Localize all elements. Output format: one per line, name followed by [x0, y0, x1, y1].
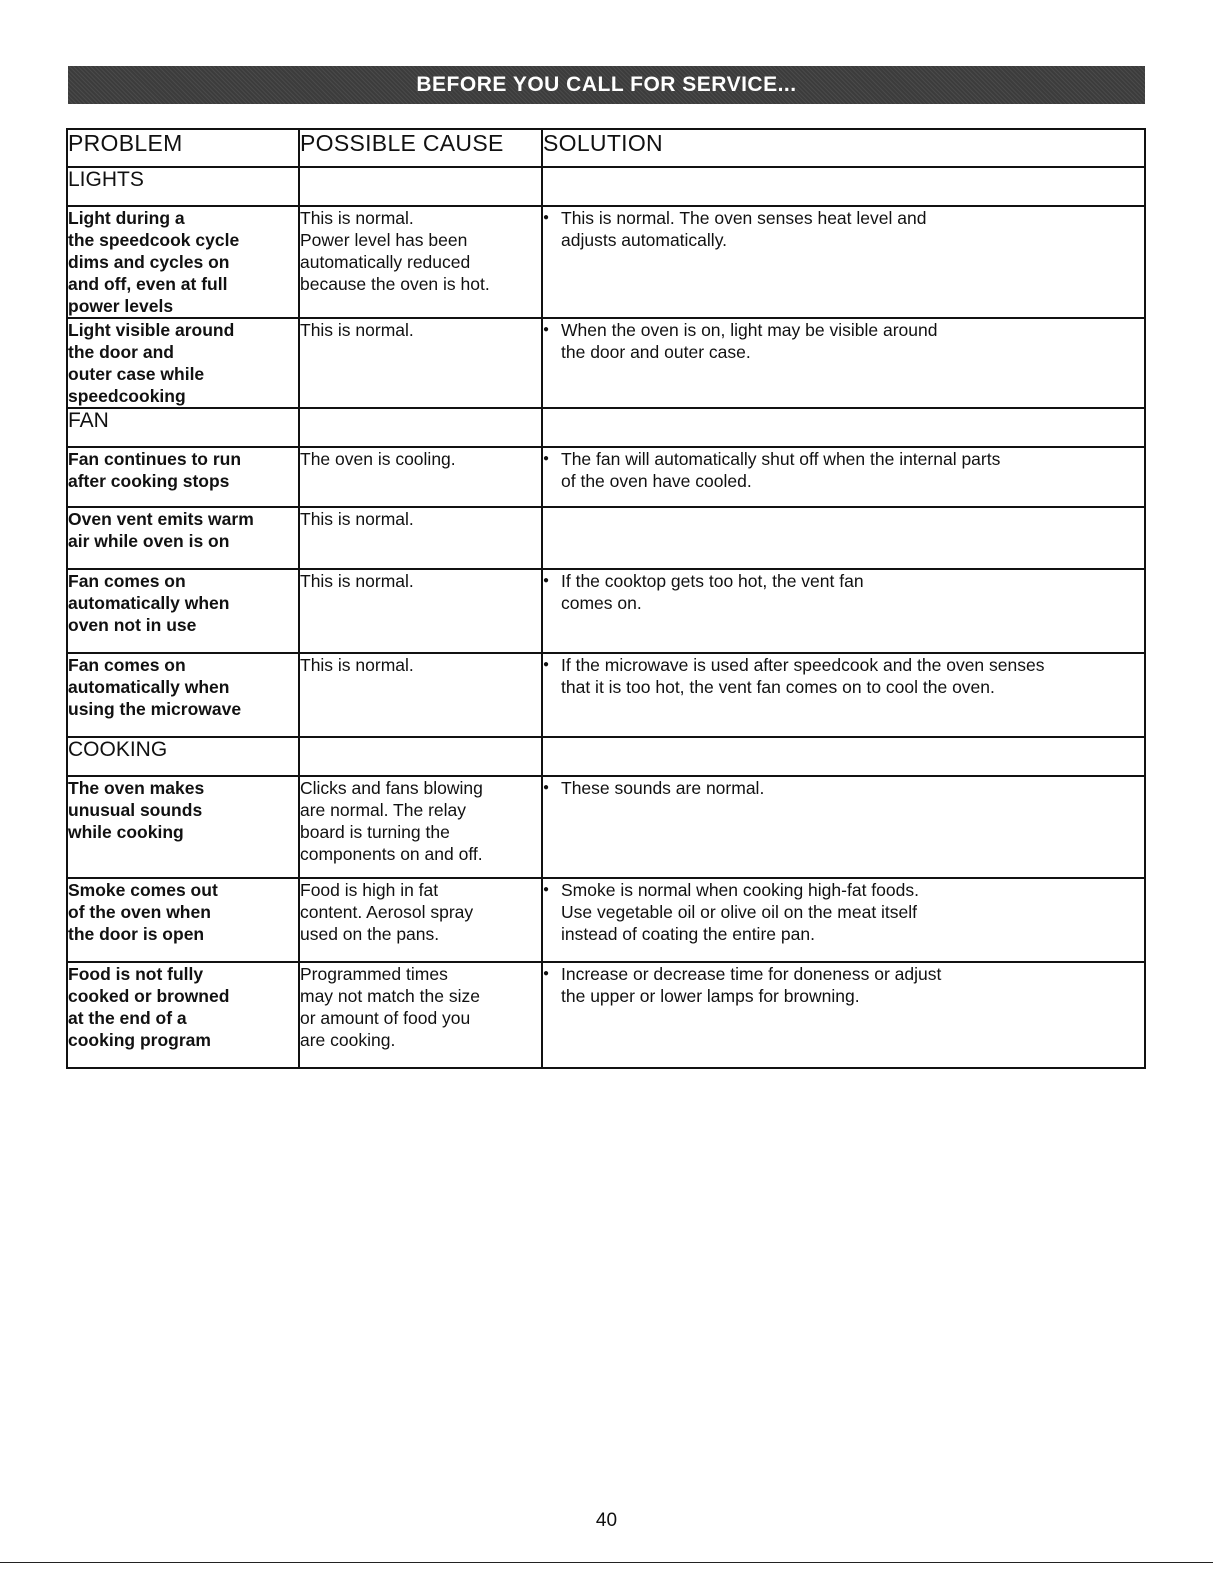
solution-text: These sounds are normal. — [561, 778, 765, 798]
problem-cell: Fan comes on automatically when using the microwave — [67, 653, 299, 737]
problem-cell: Oven vent emits warm air while oven is on — [67, 507, 299, 569]
table-row — [67, 318, 1145, 408]
section-heading: LIGHTS — [67, 167, 299, 206]
header-problem: PROBLEM — [67, 129, 299, 167]
section-heading: COOKING — [67, 737, 299, 776]
section-row — [67, 737, 1145, 776]
solution-cell — [542, 318, 1145, 408]
solution-text: The fan will automatically shut off when the internal parts of the oven have cooled. — [561, 449, 1001, 491]
solution-cell — [542, 447, 1145, 507]
empty-cell — [299, 408, 542, 447]
table-row — [67, 878, 1145, 962]
problem-cell: Light during a the speedcook cycle dims and cycles on and off, even at full power levels — [67, 206, 299, 318]
solution-text: Smoke is normal when cooking high-fat foods. Use vegetable oil or olive oil on the meat itself instead of coating the entire pan. — [561, 880, 919, 944]
table-row — [67, 507, 1145, 569]
solution-text: When the oven is on, light may be visible around the door and outer case. — [561, 320, 938, 362]
solution-cell — [542, 776, 1145, 878]
section-row — [67, 167, 1145, 206]
cause-cell: The oven is cooling. — [299, 447, 542, 507]
cause-cell: This is normal. Power level has been automatically reduced because the oven is hot. — [299, 206, 542, 318]
bullet-icon: ● — [543, 324, 550, 335]
solution-cell — [542, 507, 1145, 569]
solution-item — [543, 570, 1144, 614]
troubleshooting-table — [66, 128, 1146, 1069]
solution-cell — [542, 878, 1145, 962]
table-row — [67, 206, 1145, 318]
solution-cell — [542, 206, 1145, 318]
problem-cell: Fan comes on automatically when oven not in use — [67, 569, 299, 653]
problem-cell: Food is not fully cooked or browned at the end of a cooking program — [67, 962, 299, 1068]
footer-divider — [0, 1562, 1213, 1563]
solution-text: If the microwave is used after speedcook and the oven senses that it is too hot, the vent fan comes on to cool the oven. — [561, 655, 1045, 697]
header-solution: SOLUTION — [542, 129, 1145, 167]
table-row — [67, 653, 1145, 737]
bullet-icon: ● — [543, 659, 550, 670]
solution-cell — [542, 653, 1145, 737]
empty-cell — [542, 167, 1145, 206]
cause-cell: This is normal. — [299, 653, 542, 737]
solution-item — [543, 448, 1144, 492]
bullet-icon: ● — [543, 968, 550, 979]
solution-item — [543, 777, 1144, 799]
empty-cell — [299, 167, 542, 206]
solution-item — [543, 207, 1144, 251]
solution-item — [543, 319, 1144, 363]
empty-cell — [299, 737, 542, 776]
table-row — [67, 962, 1145, 1068]
solution-cell — [542, 962, 1145, 1068]
bullet-icon: ● — [543, 212, 550, 223]
section-row — [67, 408, 1145, 447]
table-row — [67, 447, 1145, 507]
bullet-icon: ● — [543, 453, 550, 464]
header-possible-cause: POSSIBLE CAUSE — [299, 129, 542, 167]
table-header-row — [67, 129, 1145, 167]
title-banner — [68, 66, 1145, 104]
problem-cell: Smoke comes out of the oven when the door is open — [67, 878, 299, 962]
problem-cell: The oven makes unusual sounds while cooking — [67, 776, 299, 878]
problem-cell: Light visible around the door and outer case while speedcooking — [67, 318, 299, 408]
cause-cell: This is normal. — [299, 507, 542, 569]
solution-text: Increase or decrease time for doneness or adjust the upper or lower lamps for browning. — [561, 964, 942, 1006]
page-title: BEFORE YOU CALL FOR SERVICE... — [416, 73, 797, 96]
empty-cell — [542, 408, 1145, 447]
section-heading: FAN — [67, 408, 299, 447]
problem-cell: Fan continues to run after cooking stops — [67, 447, 299, 507]
bullet-icon: ● — [543, 575, 550, 586]
solution-item — [543, 654, 1144, 698]
cause-cell: This is normal. — [299, 569, 542, 653]
bullet-icon: ● — [543, 782, 550, 793]
table-body — [67, 167, 1145, 1068]
cause-cell: Programmed times may not match the size or amount of food you are cooking. — [299, 962, 542, 1068]
page-number: 40 — [595, 1510, 618, 1531]
solution-item — [543, 879, 1144, 945]
solution-text: This is normal. The oven senses heat level and adjusts automatically. — [561, 208, 927, 250]
table-row — [67, 569, 1145, 653]
solution-text: If the cooktop gets too hot, the vent fan comes on. — [561, 571, 864, 613]
cause-cell: Clicks and fans blowing are normal. The relay board is turning the components on and off. — [299, 776, 542, 878]
solution-cell — [542, 569, 1145, 653]
bullet-icon: ● — [543, 884, 550, 895]
solution-item — [543, 963, 1144, 1007]
empty-cell — [542, 737, 1145, 776]
cause-cell: This is normal. — [299, 318, 542, 408]
cause-cell: Food is high in fat content. Aerosol spray used on the pans. — [299, 878, 542, 962]
table-row — [67, 776, 1145, 878]
